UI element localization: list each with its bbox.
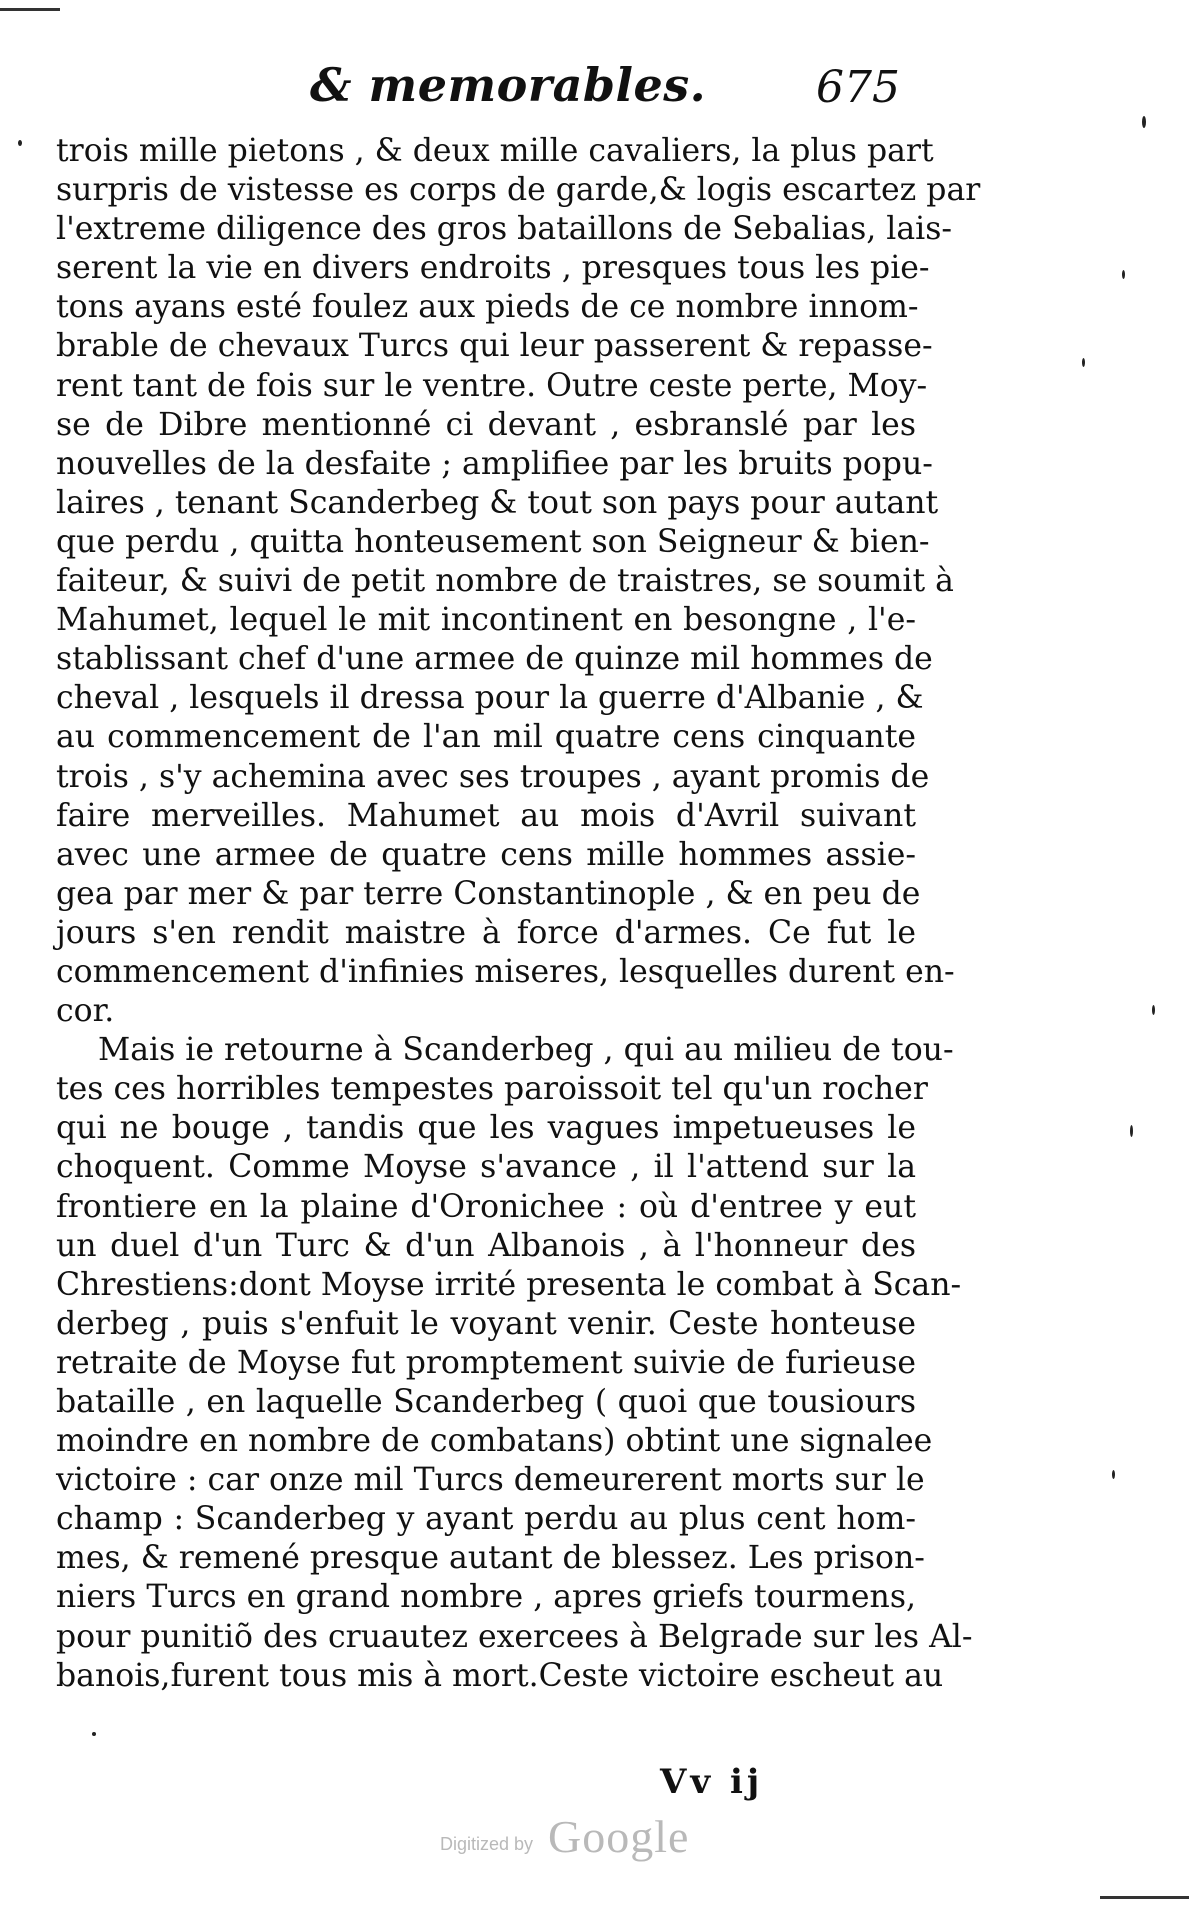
text-line: brable de chevaux Turcs qui leur passerent & repasse- [56, 328, 933, 365]
scan-speck [1082, 358, 1085, 367]
scan-speck [1142, 116, 1146, 128]
text-line: frontiere en la plaine d'Oronichee : où d'entree y eut [56, 1188, 916, 1225]
text-line: rent tant de fois sur le ventre. Outre ceste perte, Moy- [56, 367, 928, 404]
text-line: Chrestiens:dont Moyse irrité presenta le combat à Scan- [56, 1266, 962, 1303]
scan-speck [1122, 270, 1125, 279]
text-line: faiteur, & suivi de petit nombre de traistres, se soumit à [56, 563, 954, 600]
running-title: & memorables. [310, 58, 707, 112]
text-line: niers Turcs en grand nombre , apres griefs tourmens, [56, 1579, 916, 1616]
text-line: tes ces horribles tempestes paroissoit tel qu'un rocher [56, 1071, 928, 1108]
scan-speck [1112, 1470, 1115, 1479]
text-line: cheval , lesquels il dressa pour la guerre d'Albanie , & [56, 680, 924, 717]
watermark-logo-text: Google [548, 1811, 690, 1862]
paragraph-start-line: Mais ie retourne à Scanderbeg , qui au milieu de tou- [98, 1032, 954, 1069]
text-line: qui ne bouge , tandis que les vagues impetueuses le [56, 1110, 916, 1147]
scan-speck [1152, 1005, 1155, 1015]
text-line: nouvelles de la desfaite ; amplifiee par les bruits popu- [56, 445, 933, 482]
text-line: commencement d'infinies miseres, lesquelles durent en- [56, 953, 955, 990]
text-line: laires , tenant Scanderbeg & tout son pays pour autant [56, 484, 939, 521]
text-line: tons ayans esté foulez aux pieds de ce nombre innom- [56, 289, 919, 326]
text-line: moindre en nombre de combatans) obtint une signalee [56, 1423, 933, 1460]
text-line: pour punitiõ des cruautez exercees à Belgrade sur les Al- [56, 1618, 973, 1655]
digitized-watermark [440, 1810, 740, 1870]
text-line: bataille , en laquelle Scanderbeg ( quoi que tousiours [56, 1384, 916, 1420]
scan-speck [1130, 1125, 1133, 1137]
text-line: stablissant chef d'une armee de quinze mil hommes de [56, 641, 933, 678]
text-line: cor. [56, 993, 115, 1030]
text-line: victoire : car onze mil Turcs demeurerent morts sur le [56, 1462, 925, 1499]
text-line: surpris de vistesse es corps de garde,& logis escartez par [56, 172, 981, 209]
text-line: serent la vie en divers endroits , presques tous les pie- [56, 250, 930, 287]
scan-artifact [0, 8, 60, 11]
text-line: jours s'en rendit maistre à force d'armes. Ce fut le [56, 914, 916, 951]
text-line: que perdu , quitta honteusement son Seigneur & bien- [56, 523, 930, 560]
scan-artifact [1100, 1896, 1189, 1899]
text-line: faire merveilles. Mahumet au mois d'Avril suivant [56, 797, 916, 834]
text-line: au commencement de l'an mil quatre cens cinquante [56, 719, 916, 756]
text-line: avec une armee de quatre cens mille hommes assie- [56, 836, 916, 873]
page-number: 675 [816, 62, 900, 113]
body-text [56, 132, 981, 1696]
text-line: l'extreme diligence des gros bataillons de Sebalias, lais- [56, 211, 953, 248]
text-line: Mahumet, lequel le mit incontinent en besongne , l'e- [56, 602, 916, 639]
text-line: gea par mer & par terre Constantinople , & en peu de [56, 875, 921, 912]
text-line: trois mille pietons , & deux mille cavaliers, la plus part [56, 133, 934, 169]
page-header [300, 58, 920, 128]
text-line: banois,furent tous mis à mort.Ceste victoire escheut au [56, 1657, 944, 1694]
scan-speck [18, 140, 22, 146]
text-line: champ : Scanderbeg y ayant perdu au plus cent hom- [56, 1501, 916, 1538]
text-line: se de Dibre mentionné ci devant , esbranslé par les [56, 406, 916, 443]
text-line: retraite de Moyse fut promptement suivie de furieuse [56, 1344, 916, 1381]
signature-mark: Vv ij [660, 1762, 764, 1802]
watermark-small-text: Digitized by [440, 1834, 534, 1854]
text-line: choquent. Comme Moyse s'avance , il l'attend sur la [56, 1149, 916, 1186]
text-line: derbeg , puis s'enfuit le voyant venir. Ceste honteuse [56, 1305, 916, 1342]
text-line: trois , s'y achemina avec ses troupes , ayant promis de [56, 758, 930, 795]
scan-speck [92, 1732, 96, 1736]
text-line: mes, & remené presque autant de blessez. Les prison- [56, 1540, 925, 1577]
text-line: un duel d'un Turc & d'un Albanois , à l'honneur des [56, 1227, 916, 1264]
